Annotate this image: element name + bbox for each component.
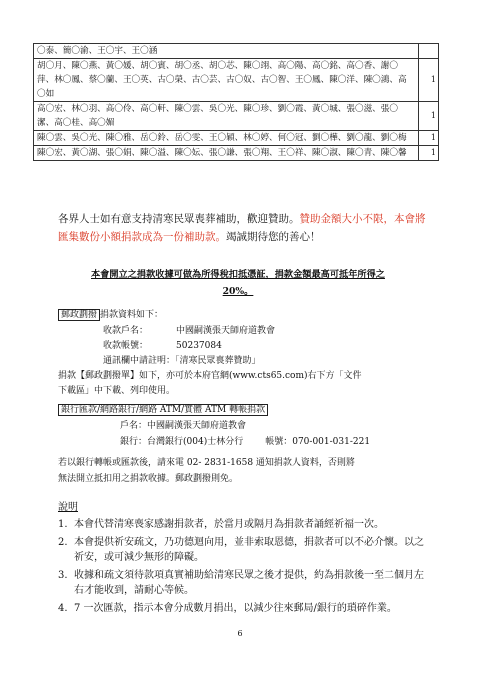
table-row [34,131,439,146]
count-cell: 1 [419,146,439,161]
table-row [34,59,439,102]
names-cell: 陳〇雲、吳〇光、陳〇雅、岳〇鈴、岳〇雯、王〇穎、林〇婷、何〇冠、劉〇樺、劉〇龍、劉〇梅 [34,131,419,146]
postal-form-line1: 捐款【郵政劃撥單】如下，亦可於本府官網(www.cts65.com)右下方「文件 [58,371,362,381]
table-row [34,44,439,59]
names-cell: 〇泰、簡〇渝、王〇宇、王〇涵 [34,44,419,59]
bank-title-box: 銀行匯款/網路銀行/網路 ATM/實體 ATM 轉帳捐款 [58,404,268,416]
count-cell: 1 [419,102,439,131]
postal-account-name: 收款戶名： 中國嗣漢張天師府道教會 [103,326,276,336]
bank-account-info: 銀行：台灣銀行(004)士林分行 帳號：070-001-031-221 [120,437,371,447]
intro-red-text: 贊助金額大小不限，本會將匯集數份小額捐款成為一份補助款。 [58,213,426,243]
bank-title [58,403,268,417]
postal-title-box: 郵政劃撥 [58,309,100,321]
intro-thanks-text: 竭誠期待您的善心！ [226,231,321,243]
page-number: 6 [237,629,243,638]
intro-text: 各界人士如有意支持清寒民眾喪葬補助，歡迎贊助。 [58,213,300,225]
bank-note-line1: 若以銀行轉帳或匯款後，請來電 02- 2831-1658 通知捐款人資料，否則將 [58,458,355,468]
bank-account-name: 戶名：中國嗣漢張天師府道教會 [120,421,247,431]
list-item: 1. 本會代替清寒喪家感謝捐款者，於當月或隔月為捐款者誦經祈福一次。 [58,519,384,530]
tax-notice-line2: 20%。 [222,286,254,297]
count-cell: 1 [419,131,439,146]
notes-title: 說明 [58,502,78,513]
count-cell: 1 [419,59,439,102]
tax-notice-line1: 本會開立之捐款收據可做為所得稅扣抵憑証，捐款金額最高可抵年所得之 [91,269,385,280]
names-cell: 胡〇月、陳〇燕、黃〇媛、胡〇賓、胡〇丞、胡〇芯、陳〇翊、高〇陽、高〇銘、高〇香、謝〇萍、林〇鳳、蔡〇蘭、王〇英、古〇榮、古〇芸、古〇奴、古〇智、王〇鳳、陳〇洋、陳〇鴻、高〇如 [34,59,419,102]
postal-account-no: 收款帳號： 50237084 [103,341,222,351]
list-item: 3. 收據和疏文須待款項真實補助給清寒民眾之後才提供，約為捐款後一至二個月左右才能收到，請耐心等候。 [58,570,424,596]
tax-notice [45,266,431,300]
names-cell: 陳〇宏、黃〇湖、張〇娟、陳〇溢、陳〇妘、張〇謙、張〇翔、王〇祥、陳〇淑、陳〇青、陳〇馨 [34,146,419,161]
postal-form-line2: 下載區」中下載、列印使用。 [58,386,176,396]
donor-names-table [33,43,439,161]
postal-title: 郵政劃撥 捐款資料如下： [58,308,163,322]
names-cell: 高〇宏、林〇羽、高〇伶、高〇軒、陳〇雲、吳〇光、陳〇珍、劉〇霞、黃〇城、張〇滋、張〇潔、高〇桂、高〇媚 [34,102,419,131]
list-item: 2. 本會提供祈安疏文，乃功德迴向用，並非索取恩德，捐款者可以不必介懷。以之祈安，或可減少無形的障礙。 [58,537,424,563]
bank-note-line2: 無法開立抵扣用之捐款收據。郵政劃撥則免。 [58,474,239,484]
table-row [34,146,439,161]
postal-memo: 通訊欄中請註明：「清寒民眾喪葬贊助」 [103,356,261,366]
count-cell [419,44,439,59]
sponsorship-intro [58,210,430,246]
table-row [34,102,439,131]
list-item: 4. 7 一次匯款，指示本會分成數月捐出，以減少往來郵局/銀行的瑣碎作業。 [58,603,397,614]
notes-section [58,500,428,619]
